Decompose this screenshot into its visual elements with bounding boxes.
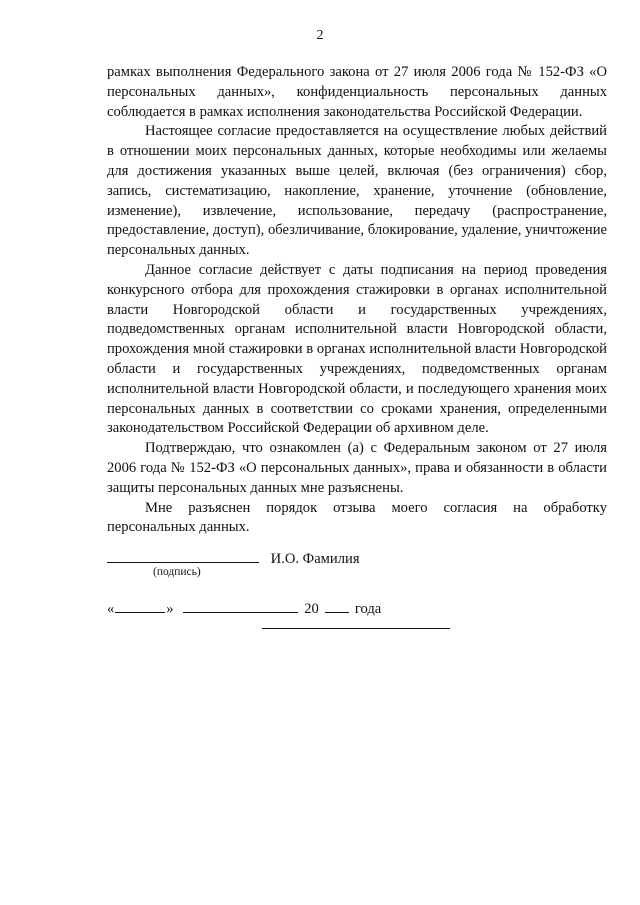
signature-blank-line bbox=[107, 548, 259, 563]
paragraph-1: рамках выполнения Федерального закона от 27 июля 2006 года № 152-ФЗ «О персональных данных», конфиденциальность персональных данных соблюдается в рамках исполнения законодательства Российской Федерации. bbox=[107, 64, 607, 120]
signatory-name: И.О. Фамилия bbox=[270, 551, 360, 567]
year-word: года bbox=[354, 601, 382, 617]
paragraph-3: Данное согласие действует с даты подписания на период проведения конкурсного отбора для прохождения стажировки в органах исполнительной власти Новгородской области и государственных учреждениях, подведомственных органам исполнительной власти Новгородской области, прохождения мной стажировки в органах исполнительной власти Новгородской области и государственных учреждениях, подведомственных органам исполнительной власти Новгородской области, и последующего хранения моих персональных данных в соответствии со сроками хранения, определенными законодательством Российской Федерации об архивном деле. bbox=[107, 261, 607, 437]
page-number: 2 bbox=[316, 28, 324, 43]
paragraph-5: Мне разъяснен порядок отзыва моего согласия на обработку персональных данных. bbox=[107, 499, 607, 536]
paragraph-2: Настоящее согласие предоставляется на осуществление любых действий в отношении моих персональных данных, которые необходимы или желаемы для достижения указанных выше целей, включая (без ограничения) сбор, запись, систематизацию, накопление, хранение, уточнение (обновление, изменение), извлечение, использование, передачу (распространение, предоставление, доступ), обезличивание, блокирование, удаление, уничтожение персональных данных. bbox=[107, 123, 607, 259]
signature-caption: (подпись) bbox=[153, 566, 201, 578]
date-close-quote: » bbox=[166, 601, 174, 617]
document-body bbox=[107, 63, 607, 538]
signature-row bbox=[107, 548, 360, 568]
day-blank-line bbox=[115, 598, 165, 613]
year-blank-line bbox=[325, 598, 349, 613]
date-row bbox=[107, 598, 381, 618]
year-century: 20 bbox=[304, 601, 319, 617]
paragraph-4: Подтверждаю, что ознакомлен (а) с Федеральным законом от 27 июля 2006 года № 152-ФЗ «О персональных данных», права и обязанности в области защиты персональных данных мне разъяснены. bbox=[107, 440, 607, 496]
bottom-divider-line bbox=[262, 628, 450, 629]
month-blank-line bbox=[183, 598, 298, 613]
date-open-quote: « bbox=[107, 601, 115, 617]
